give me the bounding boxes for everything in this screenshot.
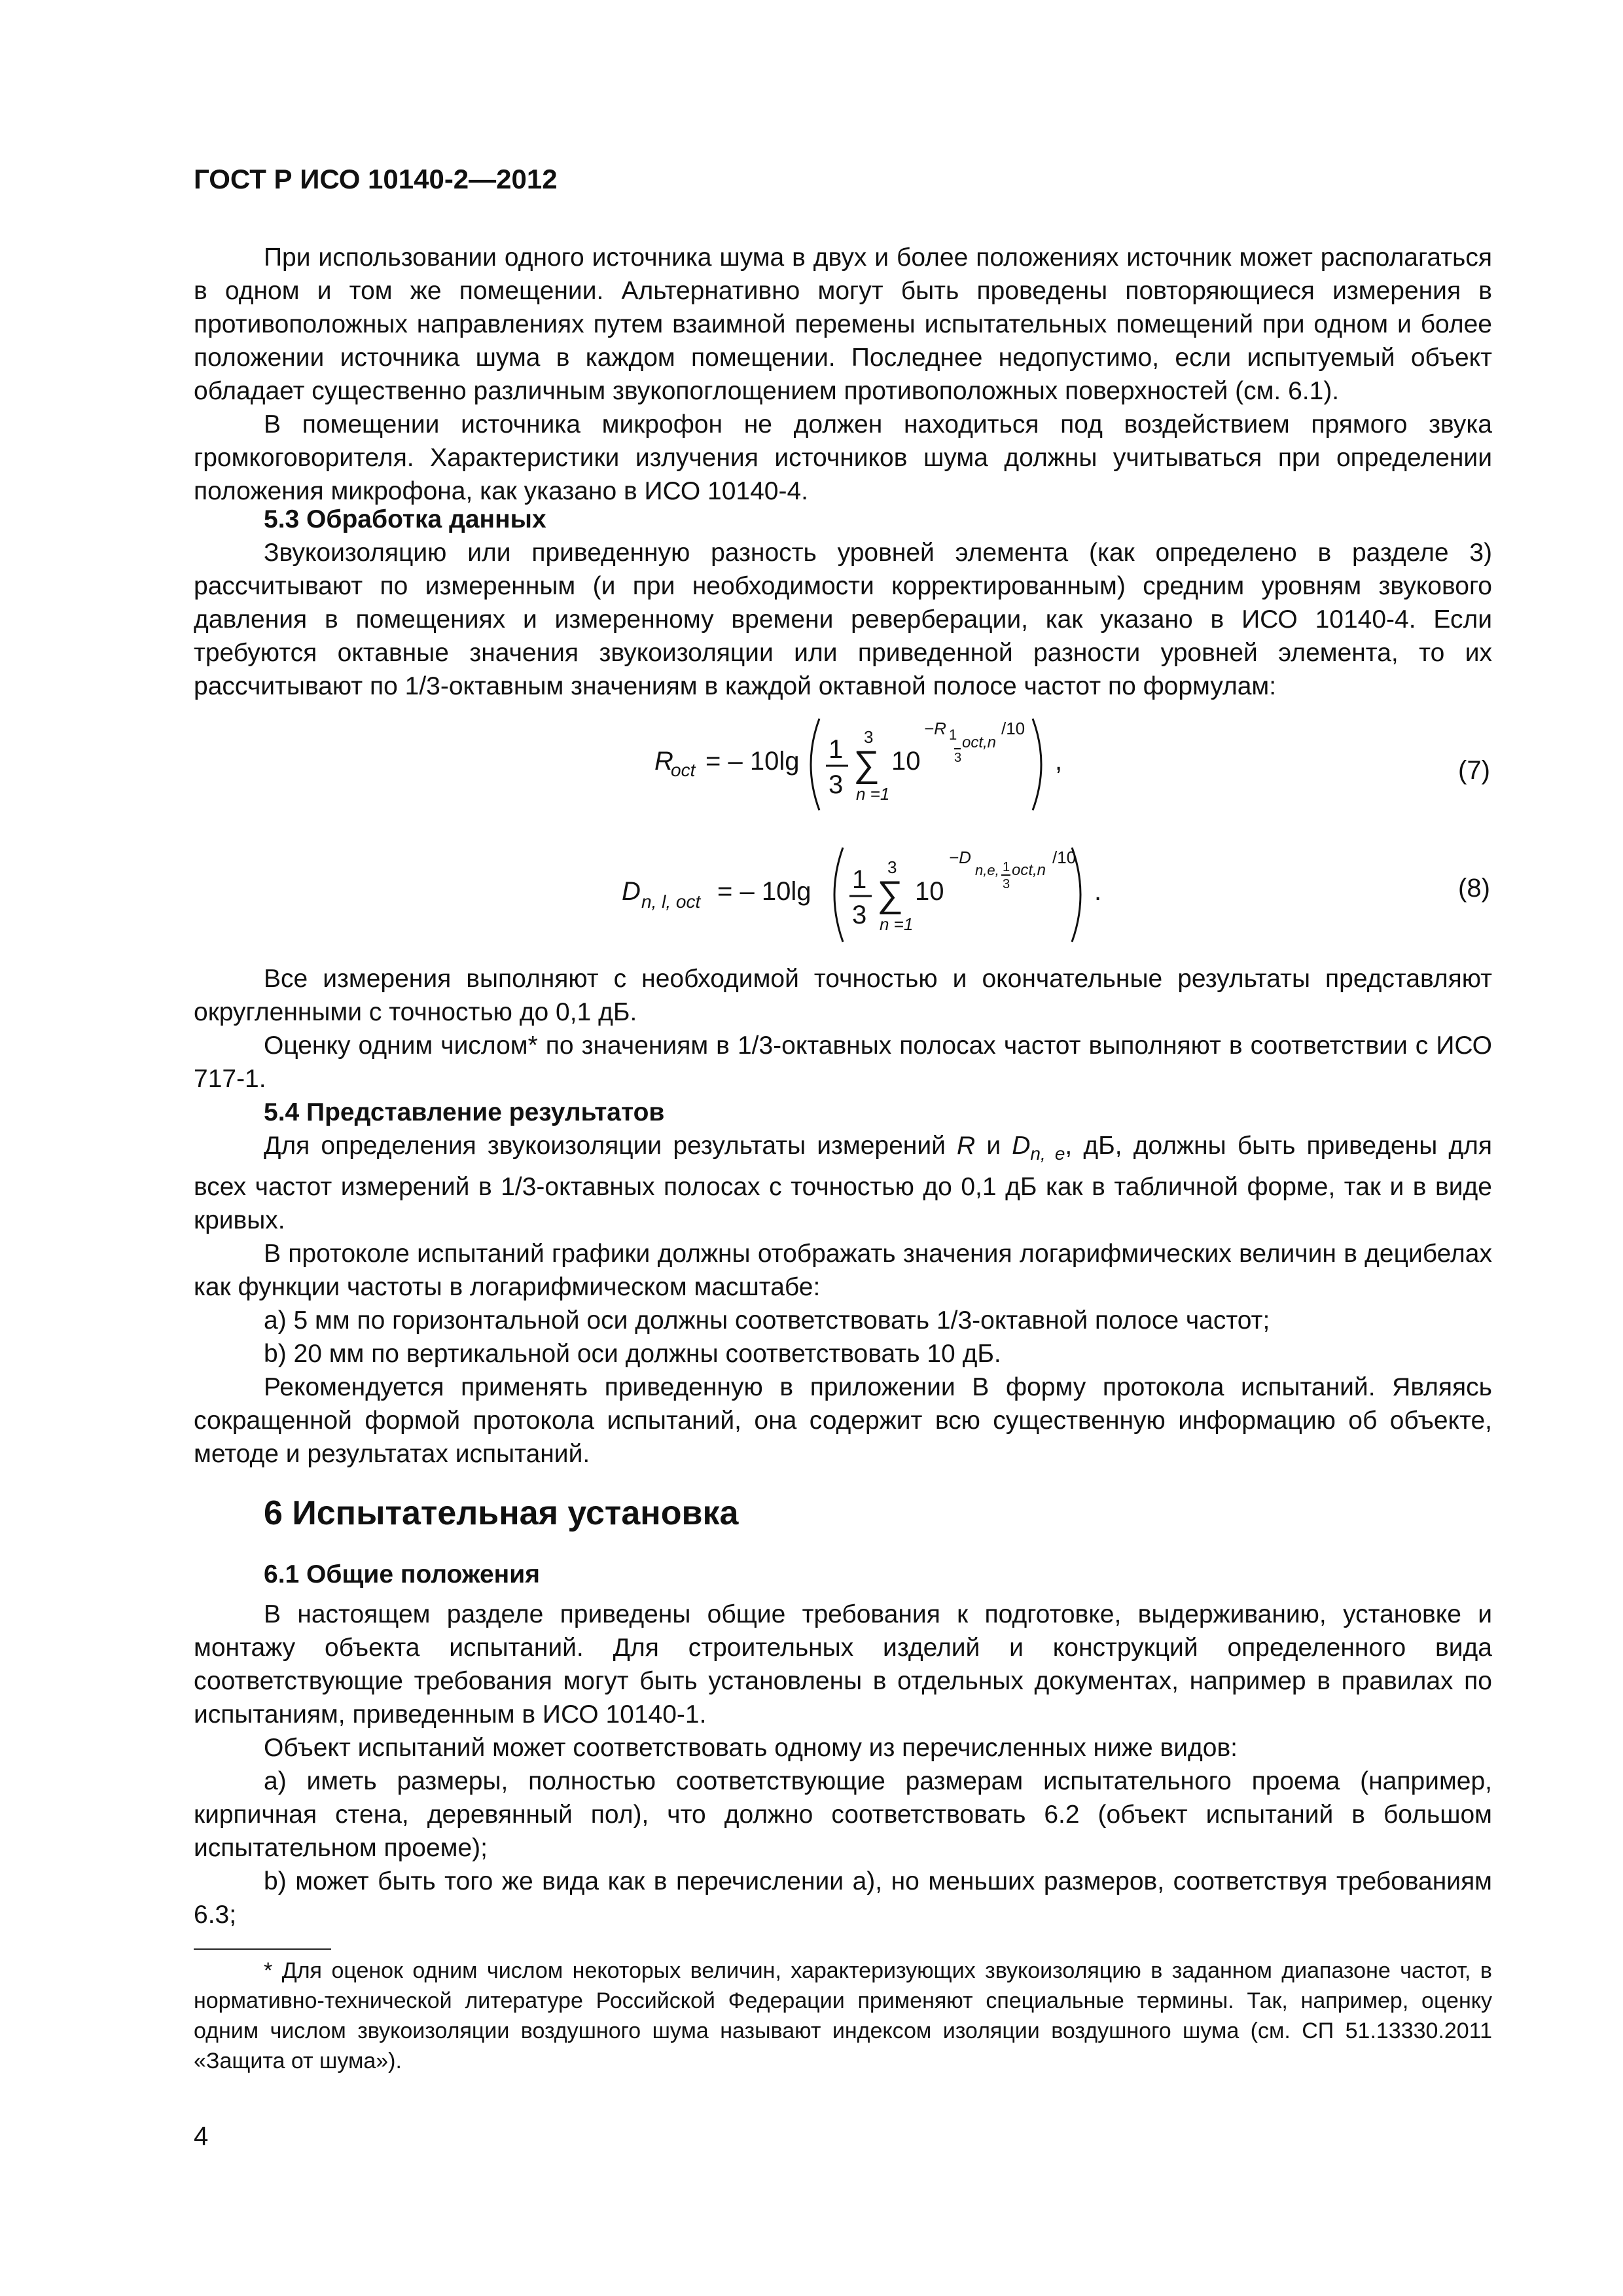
document-header [194, 164, 1492, 195]
formula-7-right-paren [1033, 719, 1041, 810]
formula-8 [609, 834, 1106, 949]
section-5-2-continued [194, 241, 1492, 508]
formula-7-exp-div: /10 [1001, 719, 1026, 738]
formula-8-number: (8) [1458, 874, 1490, 903]
formula-7-lhs-subscript: oct [671, 760, 696, 780]
formula-8-exp-fraction-num: 1 [1003, 860, 1010, 874]
page-number: 4 [194, 2122, 209, 2151]
formula-8-exp-d-sub: n,e, [975, 862, 999, 878]
paragraph-graph-requirements: В протоколе испытаний графики должны отображать значения логарифмических величин в децибелах как функции частоты в логарифмическом масштабе: [194, 1239, 1492, 1301]
formula-7-fraction-denominator: 3 [829, 770, 844, 799]
formula-7-equals-lg: = – 10lg [705, 747, 800, 776]
standard-designation: ГОСТ Р ИСО 10140-2—2012 [194, 164, 558, 194]
formula-8-exp-d: −D [949, 848, 971, 867]
list-item-horizontal-axis: a) 5 мм по горизонтальной оси должны соответствовать 1/3-октавной полосе частот; [264, 1306, 1270, 1335]
symbol-d: D [1012, 1132, 1031, 1160]
symbol-r: R [957, 1132, 976, 1160]
footnote-text: * Для оценок одним числом некоторых величин, характеризующих звукоизоляцию в заданном диапазоне частот, в нормативно-технической литературе Российской Федерации применяют специальные термины. Так, например, оценку одним числом звукоизоляции воздушного шума называют индексом изоляции воздушного шума (см. СП 51.13330.2011 «Защита от шума»). [194, 1958, 1492, 2073]
formula-8-lhs: D [622, 877, 641, 906]
paragraph-test-object-types: Объект испытаний может соответствовать одному из перечисленных ниже видов: [264, 1734, 1238, 1762]
list-item-full-size: a) иметь размеры, полностью соответствующие размерам испытательного проема (например, кирпичная стена, деревянный пол), что должно соответствовать 6.2 (объект испытаний в большом испытательном проеме); [194, 1767, 1492, 1862]
formula-7-exp-r-sub: 1 [949, 726, 957, 743]
formula-7-lhs: R [654, 747, 673, 776]
results-text-a: Для определения звукоизоляции результаты измерений [264, 1132, 957, 1160]
formula-7-number: (7) [1458, 756, 1490, 785]
formula-7-ten: 10 [891, 747, 921, 776]
formula-8-left-paren [834, 848, 843, 942]
formula-7-comma: , [1055, 747, 1063, 776]
formula-8-lhs-subscript: n, l, oct [641, 891, 701, 912]
formula-7-exp-oct: oct,n [962, 734, 997, 751]
results-text-c: , дБ, должны быть приведены для всех частот измерений в 1/3-октавных полосах с точностью до 0,1 дБ как в табличной форме, так и в виде кривых. [194, 1132, 1492, 1234]
list-item-vertical-axis: b) 20 мм по вертикальной оси должны соответствовать 10 дБ. [264, 1339, 1001, 1368]
formula-8-exp-oct: oct,n [1012, 861, 1046, 879]
paragraph-single-number-rating: Оценку одним числом* по значениям в 1/3-октавных полосах частот выполняют в соответствии с ИСО 717-1. [194, 1031, 1492, 1093]
section-5-3-title: 5.3 Обработка данных [264, 505, 546, 533]
formula-8-exp-fraction-den: 3 [1003, 877, 1010, 891]
formula-7-left-paren [811, 719, 819, 810]
formula-7-sigma: ∑ [853, 743, 880, 784]
paragraph-data-processing: Звукоизоляцию или приведенную разность уровней элемента (как определено в разделе 3) рассчитывают по измеренным (и при необходимости корректированным) средним уровням звукового давления в помещениях и измеренному времени реверберации, как указано в ИСО 10140-4. Если требуются октавные значения звукоизоляции или приведенной разности уровней элемента, то их рассчитывают по 1/3-октавным значениям в каждой октавной полосе частот по формулам: [194, 539, 1492, 700]
section-5-4-title: 5.4 Представление результатов [264, 1098, 665, 1126]
footnote [194, 1956, 1492, 2076]
formula-7-fraction-numerator: 1 [829, 735, 844, 764]
formula-8-sigma: ∑ [877, 873, 903, 914]
formula-7-exp-fraction-den: 3 [954, 751, 962, 765]
formula-7-exp-r: −R [924, 719, 946, 738]
formula-8-ten: 10 [915, 877, 944, 906]
formula-7 [628, 707, 1086, 818]
paragraph-noise-source-positions: При использовании одного источника шума в двух и более положениях источник может располагаться в одном и том же помещении. Альтернативно могут быть проведены повторяющиеся измерения в противоположных направлениях путем взаимной перемены испытательных помещений при одном и более положении источника шума в каждом помещении. Последнее недопустимо, если испытуемый объект обладает существенно различным звукопоглощением противоположных поверхностей (см. 6.1). [194, 243, 1492, 405]
results-text-b: и [975, 1132, 1012, 1160]
formula-8-equals-lg: = – 10lg [717, 877, 812, 906]
paragraph-results-presentation [194, 1129, 1492, 1237]
formula-8-period: . [1094, 877, 1102, 906]
formula-8-exp-div: /10 [1052, 848, 1077, 867]
formula-8-fraction-numerator: 1 [852, 865, 867, 894]
section-6-1-title: 6.1 Общие положения [264, 1560, 540, 1588]
paragraph-microphone-position: В помещении источника микрофон не должен находиться под воздействием прямого звука громкоговорителя. Характеристики излучения источников шума должны учитываться при определении положения микрофона, как указано в ИСО 10140-4. [194, 410, 1492, 505]
paragraph-general-requirements: В настоящем разделе приведены общие требования к подготовке, выдерживанию, установке и монтажу объекта испытаний. Для строительных изделий и конструкций определенного вида соответствующие требования могут быть установлены в отдельных документах, например в правилах по испытаниям, приведенным в ИСО 10140-1. [194, 1600, 1492, 1729]
symbol-d-subscript: n, e [1030, 1143, 1065, 1164]
formula-7-sum-upper: 3 [864, 727, 874, 747]
section-5-3-after-formulas [194, 962, 1492, 1471]
section-5-3 [194, 503, 1492, 703]
paragraph-measurement-accuracy: Все измерения выполняют с необходимой точностью и окончательные результаты представляют округленными с точностью до 0,1 дБ. [194, 965, 1492, 1026]
formula-8-sum-upper: 3 [887, 857, 897, 877]
formula-7-sum-lower: n =1 [856, 784, 890, 804]
section-6 [194, 1492, 1492, 1534]
footnote-separator [194, 1948, 331, 1950]
list-item-smaller-size: b) может быть того же вида как в перечислении а), но меньших размеров, соответствуя требованиям 6.3; [194, 1867, 1492, 1929]
paragraph-test-report-form: Рекомендуется применять приведенную в приложении В форму протокола испытаний. Являясь сокращенной формой протокола испытаний, она содержит всю существенную информацию об объекте, методе и результатах испытаний. [194, 1372, 1492, 1468]
section-6-title: 6 Испытательная установка [264, 1494, 739, 1532]
section-6-1 [194, 1558, 1492, 1931]
formula-8-sum-lower: n =1 [880, 914, 914, 934]
formula-8-fraction-denominator: 3 [852, 901, 867, 929]
